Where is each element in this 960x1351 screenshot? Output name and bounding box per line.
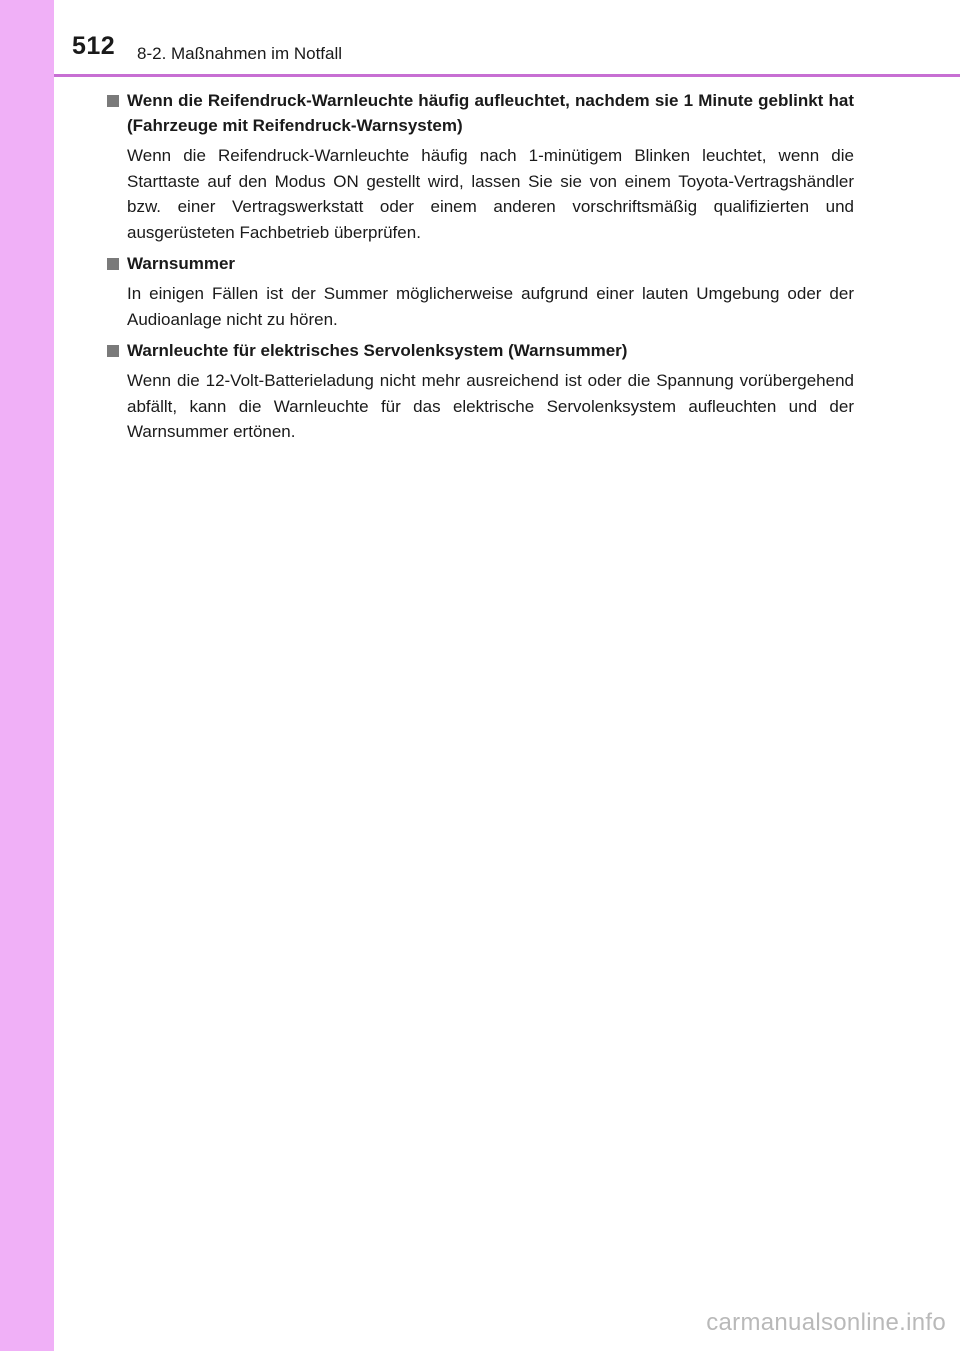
section-body: Wenn die 12-Volt-Batterieladung nicht mehr ausreichend ist oder die Spannung vorübergehend abfällt, kann die Warnleuchte für das elektrische Servolenksystem aufleuchten und der Warnsummer ertönen. (127, 371, 854, 441)
section-heading-text: Warnleuchte für elektrisches Servolenksystem (Warnsummer) (127, 341, 628, 360)
section-heading (107, 251, 854, 276)
section-heading-text: Warnsummer (127, 254, 236, 273)
page-number: 512 (72, 32, 116, 60)
section-heading-text: Wenn die Reifendruck-Warnleuchte häufig aufleuchtet, nachdem sie 1 Minute geblinkt hat (Fahrzeuge mit Reifendruck-Warnsystem) (127, 91, 854, 135)
square-bullet-icon (107, 95, 119, 107)
chapter-title: 8-2. Maßnahmen im Notfall (137, 44, 343, 63)
header-rule (54, 74, 960, 77)
section-heading (107, 338, 854, 363)
section-warning-buzzer (107, 251, 854, 332)
section-body: In einigen Fällen ist der Summer möglicherweise aufgrund einer lauten Umgebung oder der Audioanlage nicht zu hören. (127, 284, 854, 329)
page-content (107, 88, 854, 451)
side-strip (0, 0, 54, 1351)
square-bullet-icon (107, 258, 119, 270)
square-bullet-icon (107, 345, 119, 357)
section-body: Wenn die Reifendruck-Warnleuchte häufig nach 1-minütigem Blinken leuchtet, wenn die Starttaste auf den Modus ON gestellt wird, lassen Sie sie von einem Toyota-Vertragshändler bzw. einer Vertragswerkstatt oder einem anderen vorschriftsmäßig qualifizierten und ausgerüsteten Fachbetrieb überprüfen. (127, 146, 854, 242)
watermark: carmanualsonline.info (706, 1309, 946, 1336)
section-power-steering (107, 338, 854, 445)
section-tire-pressure (107, 88, 854, 245)
section-heading (107, 88, 854, 138)
